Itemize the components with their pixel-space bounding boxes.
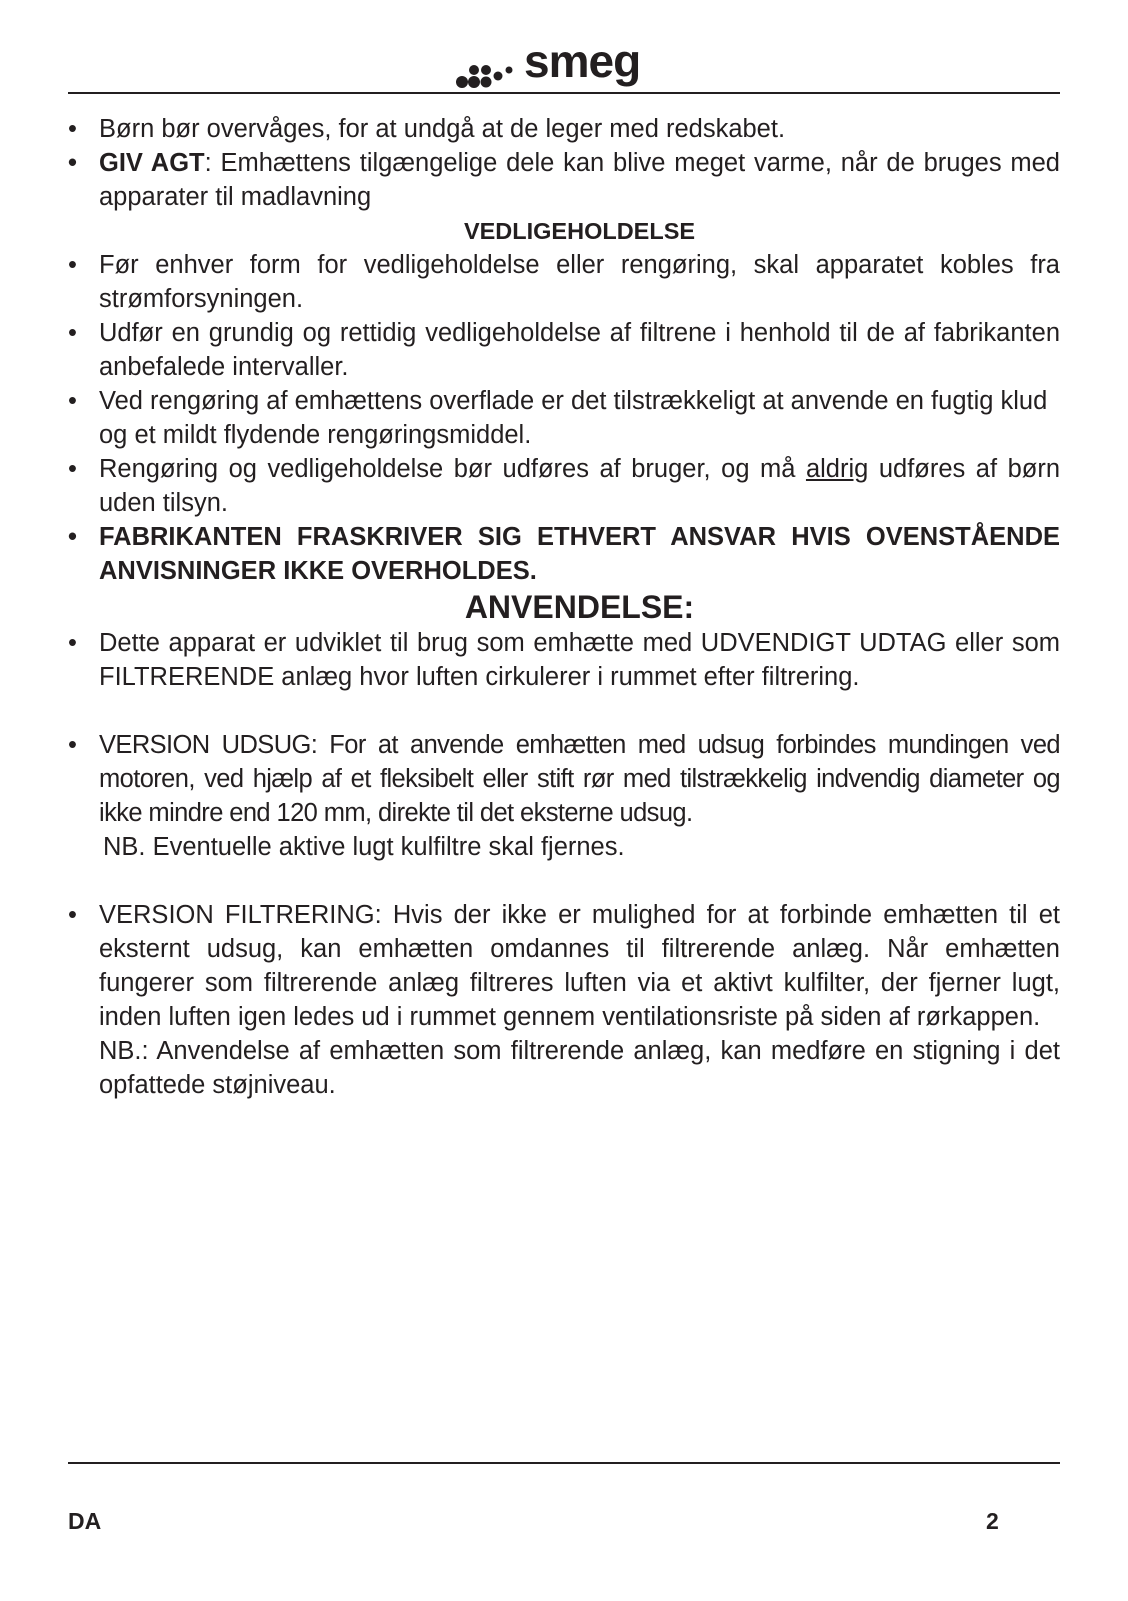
list-item	[68, 452, 1060, 520]
item-note: NB. Eventuelle aktive lugt kulfiltre skal fjernes.	[103, 833, 625, 861]
bullet: •	[68, 251, 77, 279]
list-item	[68, 898, 1060, 1102]
emphasis-underline: aldrig	[805, 455, 869, 483]
item-text: VERSION UDSUG: For at anvende emhætten med udsug forbindes mundingen ved motoren, ved hjælp af et fleksibelt eller stift rør med tilstrækkelig indvendig diameter og ikke mindre end 120 mm, direkte til det eksterne udsug.	[99, 731, 1060, 827]
list-item	[68, 248, 1060, 316]
logo-wordmark: smeg	[524, 35, 641, 87]
header-rule	[68, 92, 1060, 94]
list-item	[68, 146, 1060, 214]
caution-text: : Emhættens tilgængelige dele kan blive meget varme, når de bruges med apparater til madlavning	[99, 149, 1060, 211]
bullet: •	[68, 523, 77, 551]
item-block	[99, 728, 1060, 864]
item-text: Udfør en grundig og rettidig vedligeholdelse af filtrene i henhold til de af fabrikanten anbefalede intervaller.	[99, 319, 1060, 381]
section-title-maintenance: VEDLIGEHOLDELSE	[463, 218, 696, 244]
item-text: Børn bør overvåges, for at undgå at de leger med redskabet.	[99, 115, 786, 143]
footer-language: DA	[68, 1508, 102, 1534]
page-number: 2	[986, 1508, 999, 1534]
bullet: •	[68, 319, 77, 347]
liability-warning: FABRIKANTEN FRASKRIVER SIG ETHVERT ANSVAR HVIS OVENSTÅENDE ANVISNINGER IKKE OVERHOLDES.	[99, 523, 1060, 585]
list-item	[68, 112, 1060, 146]
list-item	[68, 520, 1060, 588]
spacer	[68, 864, 1060, 898]
smeg-dots-icon	[456, 52, 518, 94]
list-item	[68, 626, 1060, 694]
item-text-part: udføres af børn uden tilsyn.	[99, 455, 1061, 517]
bullet: •	[68, 629, 77, 657]
item-text-part: Rengøring og vedligeholdelse bør udføres af bruger, og må	[99, 455, 806, 483]
item-text	[99, 146, 1060, 214]
item-note: NB.: Anvendelse af emhætten som filtrerende anlæg, kan medføre en stigning i det opfattede støjniveau.	[99, 1037, 1060, 1099]
spacer	[68, 694, 1060, 728]
bullet: •	[68, 387, 77, 415]
bullet: •	[68, 455, 77, 483]
smeg-logo	[464, 35, 664, 94]
list-item	[68, 728, 1060, 864]
bullet: •	[68, 115, 77, 143]
item-block	[99, 898, 1060, 1102]
bullet: •	[68, 149, 77, 177]
bullet: •	[68, 901, 77, 929]
section-title-usage: ANVENDELSE:	[464, 589, 695, 625]
footer-rule	[68, 1462, 1060, 1464]
bullet: •	[68, 731, 77, 759]
item-text: Før enhver form for vedligeholdelse eller rengøring, skal apparatet kobles fra strømforsyningen.	[99, 251, 1060, 313]
list-item	[68, 316, 1060, 384]
document-body	[68, 112, 1060, 1102]
item-text: VERSION FILTRERING: Hvis der ikke er mulighed for at forbinde emhætten til et eksternt udsug, kan emhætten omdannes til filtrerende anlæg. Når emhætten fungerer som filtrerende anlæg filtreres luften via et aktivt kulfilter, der fjerner lugt, inden luften igen ledes ud i rummet gennem ventilationsriste på siden af rørkappen.	[99, 901, 1060, 1031]
item-text	[99, 452, 1060, 520]
item-text: Ved rengøring af emhættens overflade er det tilstrækkeligt at anvende en fugtig klud og et mildt flydende rengøringsmiddel.	[99, 387, 1048, 449]
list-item	[68, 384, 1060, 452]
caution-label: GIV AGT	[99, 149, 205, 177]
item-text: Dette apparat er udviklet til brug som emhætte med UDVENDIGT UDTAG eller som FILTRERENDE anlæg hvor luften cirkulerer i rummet efter filtrering.	[99, 629, 1060, 691]
